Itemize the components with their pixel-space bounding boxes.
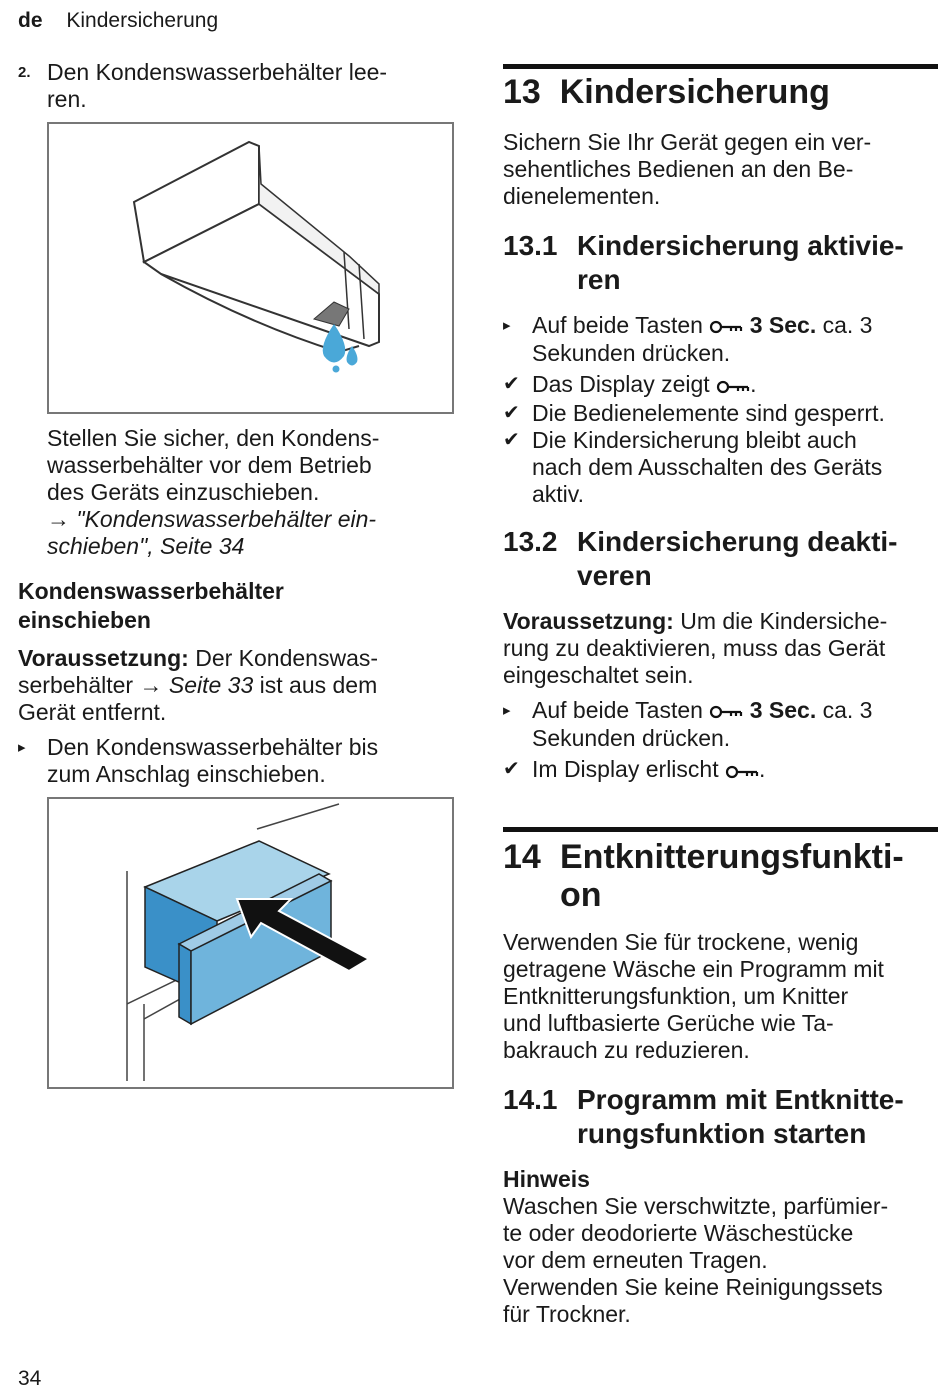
section-14-1-hint: Hinweis Waschen Sie verschwitzte, parfümier- te oder deodorierte Wäschestücke vor dem erneuten Tragen. Verwenden Sie keine Reinigungssets für Trockner. xyxy=(503,1166,938,1328)
check-mark-icon: ✔ xyxy=(503,428,520,451)
container-note: Stellen Sie sicher, den Kondens- wasserbehälter vor dem Betrieb des Geräts einzuschieben. → "Kondenswasserbehälter ein- schieben", Seite 34 xyxy=(47,425,447,560)
section-13-1-heading: 13.1 Kindersicherung aktivie- ren xyxy=(503,230,904,295)
step-2: 2. Den Kondenswasserbehälter lee- ren. xyxy=(18,59,388,112)
key-icon xyxy=(709,698,743,725)
bullet-triangle-icon: ▸ xyxy=(503,702,511,719)
container-illustration xyxy=(49,124,452,412)
section-14-1-heading: 14.1 Programm mit Entknitte- rungsfunktion starten xyxy=(503,1084,904,1149)
page-header xyxy=(18,9,218,33)
cross-reference-link[interactable]: → "Kondenswasserbehälter ein- xyxy=(47,506,377,532)
action-insert-container: ▸ Den Kondenswasserbehälter bis zum Anschlag einschieben. xyxy=(18,734,379,787)
arrow-right-icon: → xyxy=(139,672,163,698)
section-13-1-steps xyxy=(503,312,938,508)
section-13-2-steps xyxy=(503,697,938,785)
step-number: 2. xyxy=(18,64,31,81)
result-controls-locked: ✔ Die Bedienelemente sind gesperrt. xyxy=(503,399,885,426)
section-13-2-prerequisite: Voraussetzung: Um die Kindersiche- rung zu deaktivieren, muss das Gerät eingeschaltet sein. xyxy=(503,608,888,688)
figure-insert-container xyxy=(47,797,454,1089)
action-activate: ▸ Auf beide Tasten 3 Sec. ca. 3 Sekunden drücken. xyxy=(503,312,873,367)
result-lock-persists: ✔ Die Kindersicherung bleibt auch nach dem Ausschalten des Geräts aktiv. xyxy=(503,426,883,507)
arrow-right-icon: → xyxy=(47,506,70,532)
check-mark-icon: ✔ xyxy=(503,401,520,424)
check-mark-icon: ✔ xyxy=(503,373,520,396)
figure-empty-container xyxy=(47,122,454,414)
key-icon xyxy=(716,373,750,400)
bullet-triangle-icon: ▸ xyxy=(503,317,511,334)
result-display-off: ✔ Im Display erlischt . xyxy=(503,756,938,784)
bullet-triangle-icon: ▸ xyxy=(18,739,26,756)
header-title: Kindersicherung xyxy=(66,9,219,32)
subheading-insert-container: Kondenswasserbehälter einschieben xyxy=(18,578,284,633)
key-icon xyxy=(725,758,759,785)
hint-label: Hinweis xyxy=(503,1166,590,1192)
section-13-intro: Sichern Sie Ihr Gerät gegen ein ver- sehentliches Bedienen an den Be- dienelementen. xyxy=(503,129,872,209)
section-rule-13 xyxy=(503,64,938,69)
prerequisite-left: Voraussetzung: Der Kondenswas- serbehälter → Seite 33 ist aus dem Gerät entfernt. xyxy=(18,645,379,725)
page-number: 34 xyxy=(18,1367,42,1390)
check-mark-icon: ✔ xyxy=(503,758,520,781)
section-rule-14 xyxy=(503,827,938,832)
key-icon xyxy=(709,313,743,340)
section-14-heading: 14 Entknitterungsfunkti- on xyxy=(503,838,904,914)
section-13-heading: 13 Kindersicherung xyxy=(503,73,830,111)
section-13-2-heading: 13.2 Kindersicherung deakti- veren xyxy=(503,526,898,591)
insert-illustration xyxy=(49,799,452,1087)
page-reference-link[interactable]: Seite 33 xyxy=(162,672,254,698)
section-14-intro: Verwenden Sie für trockene, wenig getragene Wäsche ein Programm mit Entknitterungsfunktion, um Knitter und luftbasierte Gerüche wie Ta- bakrauch zu reduzieren. xyxy=(503,929,884,1063)
action-deactivate: ▸ Auf beide Tasten 3 Sec. ca. 3 Sekunden drücken. xyxy=(503,697,873,752)
result-display-shows: ✔ Das Display zeigt . xyxy=(503,371,938,399)
language-code: de xyxy=(18,9,43,32)
